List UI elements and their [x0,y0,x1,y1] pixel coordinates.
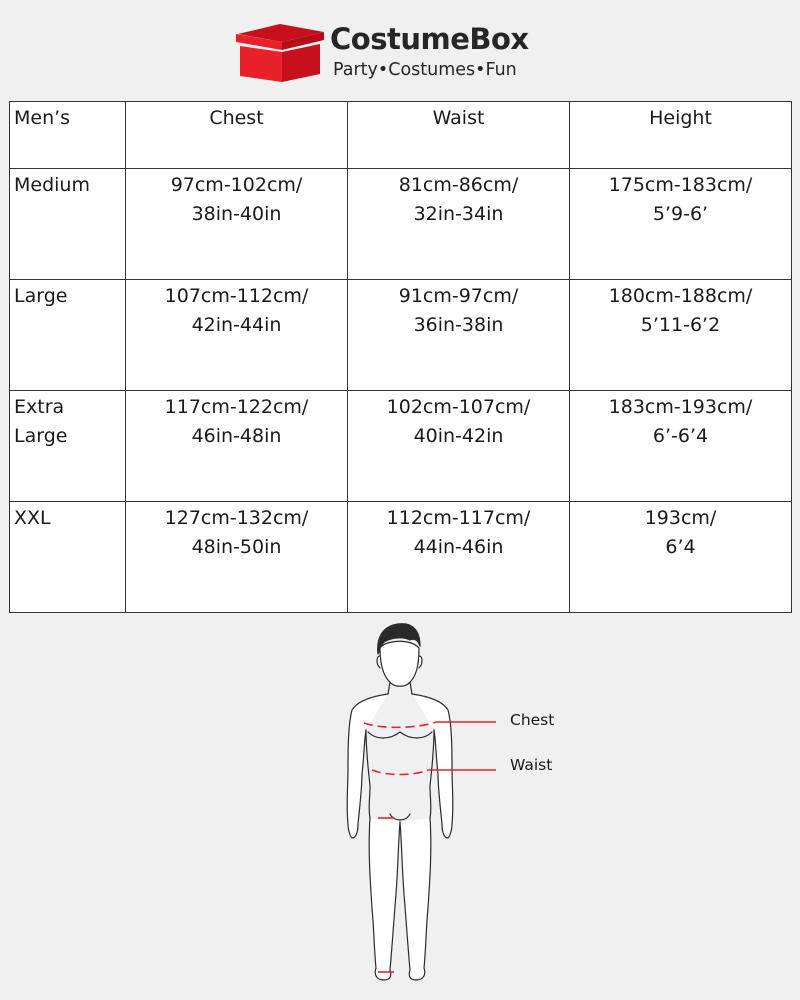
chest-imperial: 42in-44in [191,314,282,336]
chest-metric: 127cm-132cm/ [164,507,309,529]
header-height: Height [570,102,792,169]
brand-tagline: Party•Costumes•Fun [333,60,517,80]
height-cell [570,169,792,280]
waist-metric: 91cm-97cm/ [398,285,519,307]
table-row-medium [10,169,792,280]
waist-cell [348,280,570,391]
table-header-row [10,102,792,169]
waist-metric: 102cm-107cm/ [386,396,531,418]
costumebox-logo [236,20,546,84]
chest-cell [126,391,348,502]
body-measurement-figure [330,618,570,988]
chest-cell [126,280,348,391]
waist-metric: 112cm-117cm/ [386,507,531,529]
size-chart-table [9,101,792,613]
waist-measure-label: Waist [510,756,553,774]
header-mens: Men’s [10,102,126,169]
waist-cell [348,391,570,502]
chest-metric: 97cm-102cm/ [170,174,303,196]
size-label-line: Large [14,425,68,447]
gift-box-icon [236,20,326,82]
height-imperial: 6’-6’4 [652,425,709,447]
table-row-extra-large [10,391,792,502]
waist-metric: 81cm-86cm/ [398,174,519,196]
chest-measure-label: Chest [510,711,555,729]
height-metric: 183cm-193cm/ [608,396,753,418]
height-imperial: 5’11-6’2 [640,314,721,336]
table-row-large [10,280,792,391]
chest-imperial: 46in-48in [191,425,282,447]
waist-imperial: 44in-46in [413,536,504,558]
height-metric: 193cm/ [644,507,717,529]
chest-metric: 107cm-112cm/ [164,285,309,307]
height-cell [570,502,792,613]
waist-cell [348,169,570,280]
height-metric: 180cm-188cm/ [608,285,753,307]
height-metric: 175cm-183cm/ [608,174,753,196]
waist-imperial: 36in-38in [413,314,504,336]
height-imperial: 5’9-6’ [652,203,709,225]
waist-cell [348,502,570,613]
size-label-line: Medium [14,174,90,196]
chest-cell [126,169,348,280]
brand-name: CostumeBox [330,22,529,56]
height-imperial: 6’4 [665,536,696,558]
header-chest: Chest [126,102,348,169]
waist-imperial: 40in-42in [413,425,504,447]
size-label [10,391,126,502]
waist-imperial: 32in-34in [413,203,504,225]
size-label [10,280,126,391]
chest-imperial: 38in-40in [191,203,282,225]
size-label-line: XXL [14,507,51,529]
header-waist: Waist [348,102,570,169]
height-cell [570,280,792,391]
size-label-line: Extra [14,396,65,418]
chest-imperial: 48in-50in [191,536,282,558]
size-label-line: Large [14,285,68,307]
size-label [10,502,126,613]
height-cell [570,391,792,502]
chest-metric: 117cm-122cm/ [164,396,309,418]
chest-cell [126,502,348,613]
size-label [10,169,126,280]
table-row-xxl [10,502,792,613]
